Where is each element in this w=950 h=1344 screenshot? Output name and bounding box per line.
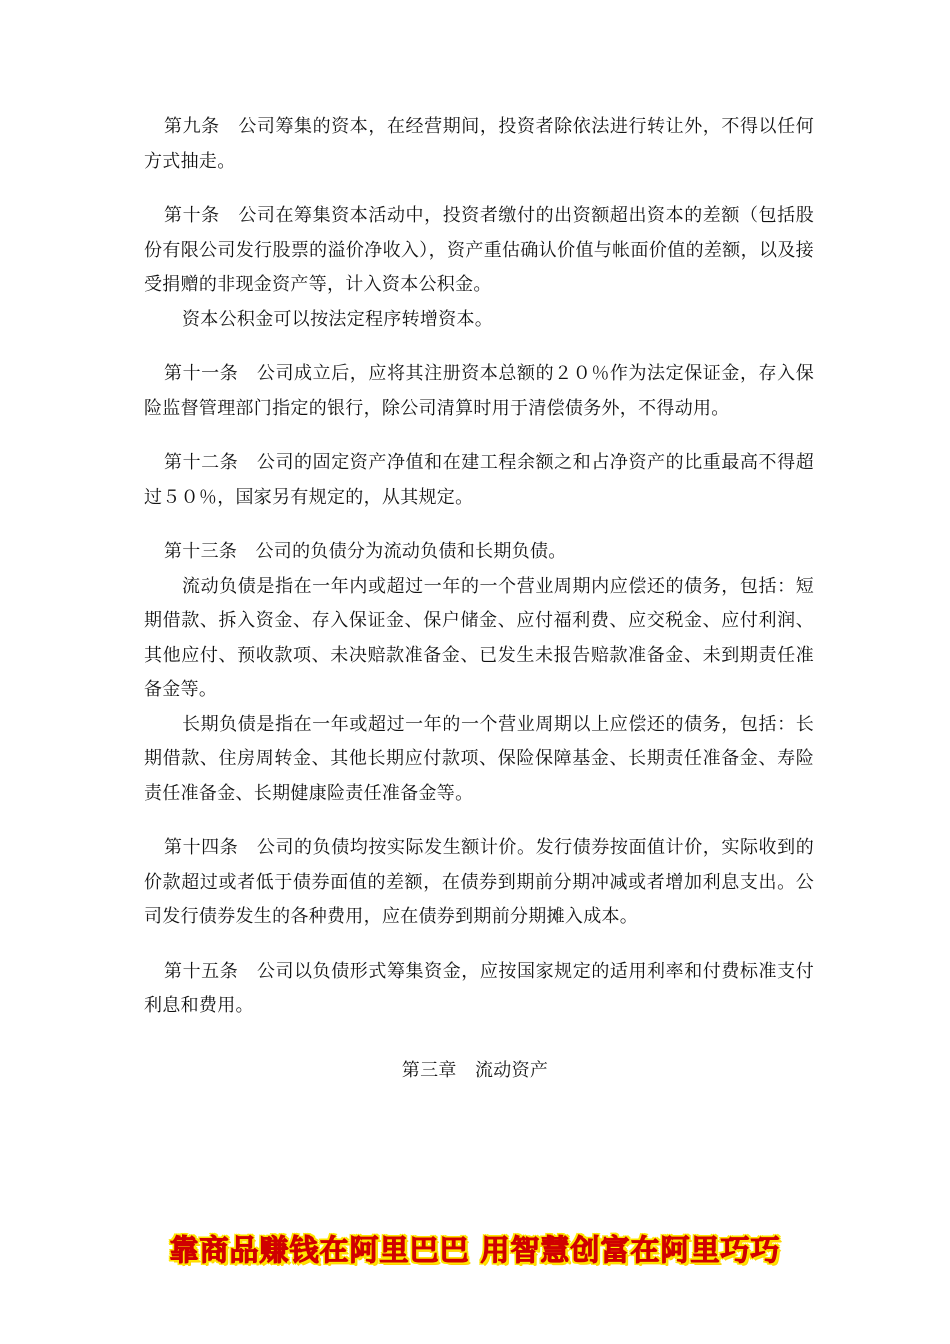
article-12: 第十二条 公司的固定资产净值和在建工程余额之和占净资产的比重最高不得超过５０％，国家另有规定的，从其规定。 [144,452,814,508]
article-9: 第九条 公司筹集的资本，在经营期间，投资者除依法进行转让外，不得以任何方式抽走。 [144,116,814,172]
article-15: 第十五条 公司以负债形式筹集资金，应按国家规定的适用利率和付费标准支付利息和费用。 [144,960,814,1016]
article-body [144,110,814,1024]
article-13-current-liabilities: 流动负债是指在一年内或超过一年的一个营业周期内应偿还的债务，包括：短期借款、拆入资金、存入保证金、保户储金、应付福利费、应交税金、应付利润、其他应付、预收款项、未决赔款准备金、已发生未报告赔款准备金、未到期责任准备金等。 [144,575,814,700]
ad-banner: 靠商品赚钱在阿里巴巴 用智慧创富在阿里巧巧 [169,1233,781,1267]
article-10: 第十条 公司在筹集资本活动中，投资者缴付的出资额超出资本的差额（包括股份有限公司发行股票的溢价净收入），资产重估确认价值与帐面价值的差额，以及接受捐赠的非现金资产等，计入资本公积金。 [144,205,814,295]
chapter-title: 第三章 流动资产 [401,1060,549,1081]
article-10-sub: 资本公积金可以按法定程序转增资本。 [182,308,494,330]
article-13: 第十三条 公司的负债分为流动负债和长期负债。 [164,541,567,562]
article-14: 第十四条 公司的负债均按实际发生额计价。发行债券按面值计价，实际收到的价款超过或者低于债券面值的差额，在债券到期前分期冲减或者增加利息支出。公司发行债券发生的各种费用，应在债券到期前分期摊入成本。 [144,837,814,927]
article-13-long-term-liabilities: 长期负债是指在一年或超过一年的一个营业周期以上应偿还的债务，包括：长期借款、住房周转金、其他长期应付款项、保险保障基金、长期责任准备金、寿险责任准备金、长期健康险责任准备金等。 [144,713,814,804]
article-11: 第十一条 公司成立后，应将其注册资本总额的２０％作为法定保证金，存入保险监督管理部门指定的银行，除公司清算时用于清偿债务外，不得动用。 [144,363,814,419]
